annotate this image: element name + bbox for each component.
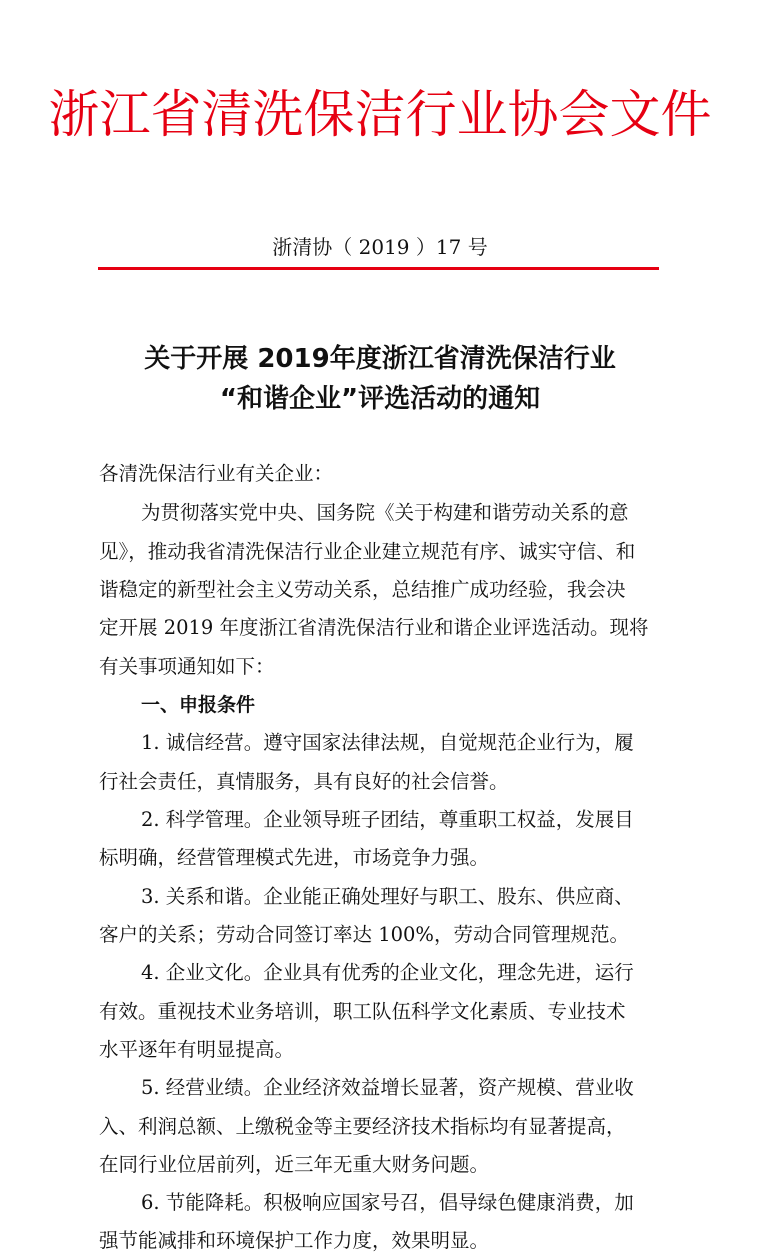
red-divider-line	[98, 267, 659, 270]
condition-line: 1. 诚信经营。遵守国家法律法规，自觉规范企业行为，履	[141, 731, 634, 754]
condition-line: 有效。重视技术业务培训，职工队伍科学文化素质、专业技术	[99, 1000, 626, 1023]
org-red-header: 浙江省清洗保洁行业协会文件	[48, 86, 712, 145]
condition-line: 标明确，经营管理模式先进，市场竞争力强。	[99, 846, 490, 869]
section-heading-conditions: 一、申报条件	[141, 694, 256, 716]
condition-line: 行社会责任，真情服务，具有良好的社会信誉。	[99, 770, 509, 793]
condition-line: 强节能减排和环境保护工作力度，效果明显。	[99, 1229, 490, 1252]
condition-line: 5. 经营业绩。企业经济效益增长显著，资产规模、营业收	[141, 1076, 634, 1099]
document-number: 浙清协（ 2019 ）17 号	[272, 235, 488, 259]
salutation: 各清洗保洁行业有关企业：	[99, 462, 334, 485]
notice-title-line-1: 关于开展 2019年度浙江省清洗保洁行业	[144, 344, 616, 374]
condition-line: 2. 科学管理。企业领导班子团结，尊重职工权益，发展目	[141, 808, 634, 831]
intro-line: 谐稳定的新型社会主义劳动关系，总结推广成功经验，我会决	[99, 578, 626, 601]
condition-line: 3. 关系和谐。企业能正确处理好与职工、股东、供应商、	[141, 885, 634, 908]
condition-line: 水平逐年有明显提高。	[99, 1038, 295, 1061]
condition-line: 在同行业位居前列，近三年无重大财务问题。	[99, 1153, 490, 1176]
intro-line: 定开展 2019 年度浙江省清洗保洁行业和谐企业评选活动。现将	[99, 616, 649, 639]
notice-title-line-2: “和谐企业”评选活动的通知	[219, 384, 541, 414]
condition-line: 4. 企业文化。企业具有优秀的企业文化，理念先进，运行	[141, 961, 634, 984]
condition-line: 6. 节能降耗。积极响应国家号召，倡导绿色健康消费，加	[141, 1191, 634, 1214]
intro-line: 见》，推动我省清洗保洁行业企业建立规范有序、诚实守信、和	[99, 540, 636, 563]
intro-line: 有关事项通知如下：	[99, 655, 275, 678]
condition-line: 入、利润总额、上缴税金等主要经济技术指标均有显著提高，	[99, 1115, 626, 1138]
intro-line: 为贯彻落实党中央、国务院《关于构建和谐劳动关系的意	[141, 501, 629, 524]
condition-line: 客户的关系；劳动合同签订率达 100%，劳动合同管理规范。	[99, 923, 629, 946]
